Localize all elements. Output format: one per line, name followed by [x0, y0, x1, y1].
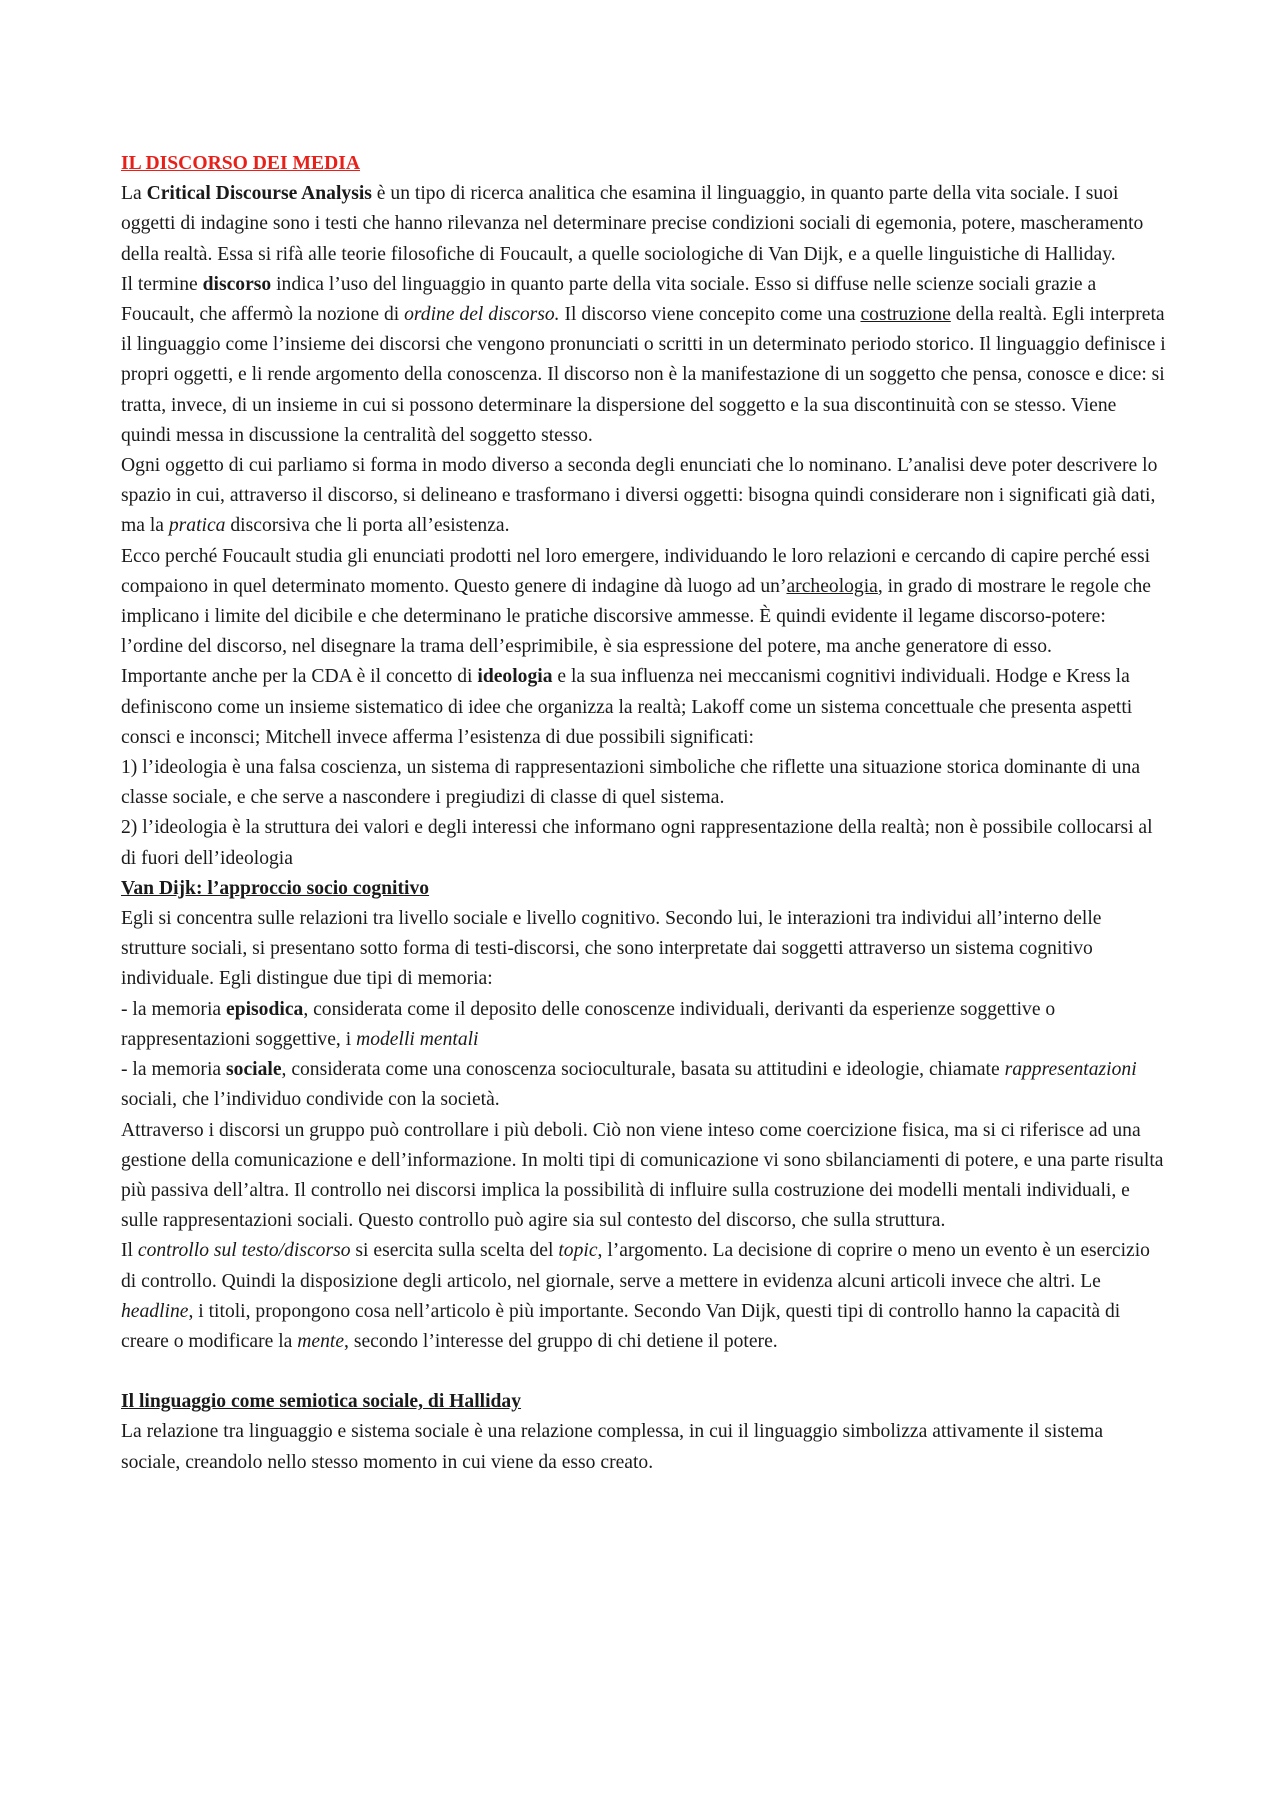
list-item-ideologia-1: 1) l’ideologia è una falsa coscienza, un sistema di rappresentazioni simboliche che riflette una situazione storica dominante di una classe sociale, e che serve a nascondere i pregiudizi di classe di quel sistema.: [121, 757, 1141, 809]
paragraph-oggetto: Ogni oggetto di cui parliamo si forma in modo diverso a seconda degli enunciati che lo nominano. L’analisi deve poter descrivere lo spazio in cui, attraverso il discorso, si delineano e trasformano i diversi oggetti: bisogna quindi considerare non i significati già dati, ma la pratica discorsiva che li porta all’esistenza.: [121, 455, 1158, 537]
paragraph-controllo: Attraverso i discorsi un gruppo può controllare i più deboli. Ciò non viene inteso come coercizione fisica, ma si ci riferisce ad una gestione della comunicazione e dell’informazione. In molti tipi di comunicazione vi sono sbilanciamenti di potere, e una parte risulta più passiva dell’altra. Il controllo nei discorsi implica la possibilità di influire sulla costruzione dei modelli mentali individuali, e sulle rappresentazioni sociali. Questo controllo può agire sia sul contesto del discorso, che sulla struttura.: [121, 1119, 1164, 1232]
list-item-ideologia-2: 2) l’ideologia è la struttura dei valori e degli interessi che informano ogni rappresentazione della realtà; non è possibile collocarsi al di fuori dell’ideologia: [121, 817, 1153, 869]
list-item-memoria-episodica: - la memoria episodica, considerata come il deposito delle conoscenze individuali, derivanti da esperienze soggettive o rappresentazioni soggettive, i modelli mentali: [121, 998, 1056, 1050]
paragraph-foucault: Ecco perché Foucault studia gli enunciati prodotti nel loro emergere, individuando le loro relazioni e cercando di capire perché essi compaiono in quel determinato momento. Questo genere di indagine dà luogo ad un’archeologia, in grado di mostrare le regole che implicano i limite del dicibile e che determinano le pratiche discorsive ammesse. È quindi evidente il legame discorso-potere: l’ordine del discorso, nel disegnare la trama dell’esprimibile, è sia espressione del potere, ma anche generatore di esso.: [121, 545, 1151, 658]
list-item-memoria-sociale: - la memoria sociale, considerata come una conoscenza socioculturale, basata su attitudini e ideologie, chiamate rappresentazioni sociali, che l’individuo condivide con la società.: [121, 1059, 1137, 1111]
paragraph-van-dijk-intro: Egli si concentra sulle relazioni tra livello sociale e livello cognitivo. Secondo lui, le interazioni tra individui all’interno delle strutture sociali, si presentano sotto forma di testi-discorsi, che sono interpretate dai soggetti attraverso un sistema cognitivo individuale. Egli distingue due tipi di memoria:: [121, 908, 1102, 990]
paragraph-controllo-testo: Il controllo sul testo/discorso si esercita sulla scelta del topic, l’argomento. La decisione di coprire o meno un evento è un esercizio di controllo. Quindi la disposizione degli articolo, nel giornale, serve a mettere in evidenza alcuni articoli invece che altri. Le headline, i titoli, propongono cosa nell’articolo è più importante. Secondo Van Dijk, questi tipi di controllo hanno la capacità di creare o modificare la mente, secondo l’interesse del gruppo di chi detiene il potere.: [121, 1240, 1150, 1352]
section-heading-van-dijk: Van Dijk: l’approccio socio cognitivo: [121, 877, 430, 899]
blank-line: [121, 1357, 1166, 1387]
paragraph-ideologia: Importante anche per la CDA è il concetto di ideologia e la sua influenza nei meccanismi cognitivi individuali. Hodge e Kress la definiscono come un insieme sistematico di idee che organizza la realtà; Lakoff come un sistema concettuale che presenta aspetti consci e inconsci; Mitchell invece afferma l’esistenza di due possibili significati:: [121, 666, 1133, 748]
document-body: [121, 149, 1166, 1478]
paragraph-cda-intro: La Critical Discourse Analysis è un tipo di ricerca analitica che esamina il linguaggio, in quanto parte della vita sociale. I suoi oggetti di indagine sono i testi che hanno rilevanza nel determinare precise condizioni sociali di egemonia, potere, mascheramento della realtà. Essa si rifà alle teorie filosofiche di Foucault, a quelle sociologiche di Van Dijk, e a quelle linguistiche di Halliday.: [121, 183, 1144, 265]
paragraph-halliday: La relazione tra linguaggio e sistema sociale è una relazione complessa, in cui il linguaggio simbolizza attivamente il sistema sociale, creandolo nello stesso momento in cui viene da esso creato.: [121, 1421, 1104, 1473]
paragraph-discorso: Il termine discorso indica l’uso del linguaggio in quanto parte della vita sociale. Esso si diffuse nelle scienze sociali grazie a Foucault, che affermò la nozione di ordine del discorso. Il discorso viene concepito come una costruzione della realtà. Egli interpreta il linguaggio come l’insieme dei discorsi che vengono pronunciati o scritti in un determinato periodo storico. Il linguaggio definisce i propri oggetti, e li rende argomento della conoscenza. Il discorso non è la manifestazione di un soggetto che pensa, conosce e dice: si tratta, invece, di un insieme in cui si possono determinare la dispersione del soggetto e la sua discontinuità con se stesso. Viene quindi messa in discussione la centralità del soggetto stesso.: [121, 273, 1166, 446]
document-title: IL DISCORSO DEI MEDIA: [121, 153, 360, 174]
section-heading-halliday: Il linguaggio come semiotica sociale, di Halliday: [121, 1391, 522, 1413]
